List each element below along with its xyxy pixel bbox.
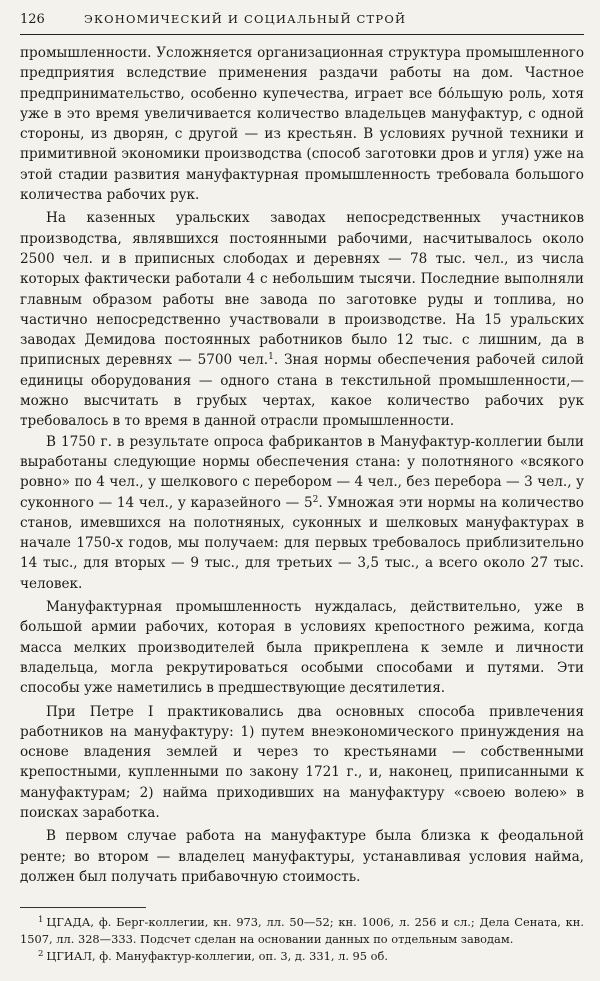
paragraph-3 [20, 432, 584, 594]
page-number: 126 [20, 12, 45, 27]
paragraph-5: При Петре I практиковались два основных способа привлечения работников на мануфактуру: 1) путем внеэкономического принуждения на основе владения землей и через то крестьянами — собственными крепостными, купленными по закону 1721 г., и, наконец, приписанными к мануфактурам; 2) найма приходивших на мануфактуру «своею волею» в поисках заработка. [20, 703, 584, 821]
paragraph-2 [20, 208, 584, 431]
footnote-1-text: ЦГАДА, ф. Берг-коллегии, кн. 973, лл. 50—52; кн. 1006, л. 256 и сл.; Дела Сената, кн. 1507, лл. 328—333. Подсчет сделан на основании данных по отдельным заводам. [20, 915, 584, 947]
paragraph-1: промышленности. Усложняется организационная структура промышленного предприятия вследствие применения раздачи работы на дом. Частное предпринимательство, особенно купечества, играет все бо́льшую роль, хотя уже в это время увеличивается количество владельцев мануфактур, с одной стороны, из дворян, с другой — из крестьян. В условиях ручной техники и примитивной экономики производства (способ заготовки дров и угля) уже на этой стадии развития мануфактурная промышленность требовала большого количества рабочих рук. [20, 45, 584, 204]
footnote-ref-2: 2 [312, 494, 319, 505]
running-head [20, 12, 584, 35]
footnote-1-mark: 1 [38, 915, 44, 926]
paragraph-4: Мануфактурная промышленность нуждалась, действительно, уже в большой армии рабочих, которая в условиях крепостного режима, когда масса мелких производителей была прикреплена к земле и личности владельца, могла рекрутироваться особыми способами и путями. Эти способы уже наметились в предшествующие десятилетия. [20, 599, 584, 697]
paragraph-2-text-b: . Зная нормы обеспечения рабочей силой единицы оборудования — одного стана в текстильной промышленности,— можно высчитать в грубых чертах, какое количество рабочих рук требовалось в то время в данной отрасли промышленности. [20, 352, 584, 430]
paragraph-3-text-b: . Умножая эти нормы на количество станов, имевшихся на полотняных, суконных и шелковых мануфактурах в начале 1750-х годов, мы получаем: для первых требовалось приблизительно 14 тыс., для вторых — 9 тыс., для третьих — 3,5 тыс., а всего около 27 тыс. человек. [20, 494, 584, 592]
paragraph-6: В первом случае работа на мануфактуре была близка к феодальной ренте; во втором — владелец мануфактуры, устанавливая условия найма, должен был получать прибавочную стоимость. [20, 828, 584, 885]
footnote-ref-1: 1 [268, 352, 274, 363]
book-page [20, 12, 584, 965]
footnotes [20, 914, 584, 965]
body-text [20, 43, 584, 887]
running-title: ЭКОНОМИЧЕСКИЙ И СОЦИАЛЬНЫЙ СТРОЙ [84, 12, 407, 26]
footnote-1 [20, 914, 584, 948]
paragraph-3-text-a: В 1750 г. в результате опроса фабрикантов в Мануфактур-коллегии были выработаны следующие нормы обеспечения стана: у полотняного «всякого ровно» по 4 чел., у шелкового с перебором — 4 чел., без перебора — 3 чел., у суконного — 14 чел., у каразейного — 5 [20, 433, 584, 511]
footnote-2-mark: 2 [38, 949, 44, 960]
footnote-separator [20, 907, 146, 908]
footnote-2-text: ЦГИАЛ, ф. Мануфактур-коллегии, оп. 3, д. 331, л. 95 об. [46, 949, 389, 964]
footnote-2 [20, 948, 584, 965]
paragraph-2-text-a: На казенных уральских заводах непосредственных участников производства, являвшихся постоянными рабочими, насчитывалось около 2500 чел. и в приписных слободах и деревнях — 78 тыс. чел., из числа которых фактически работали 4 с небольшим тысячи. Последние выполняли главным образом работы вне завода по заготовке руды и топлива, но частично непосредственно участвовали в производстве. На 15 уральских заводах Демидова постоянных работников было 12 тыс. с лишним, да в приписных деревнях — 5700 чел. [20, 210, 584, 369]
